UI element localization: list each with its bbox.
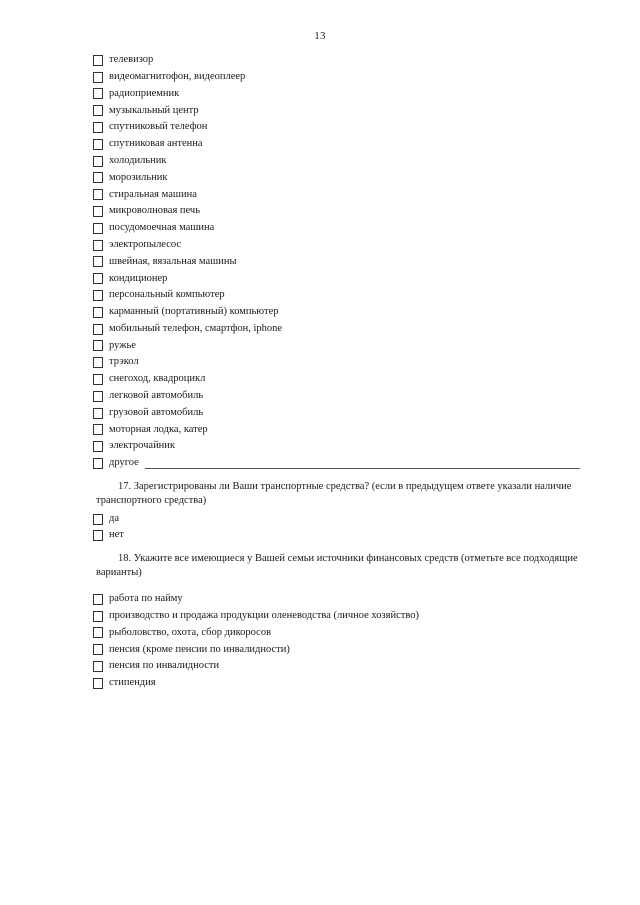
checkbox[interactable] — [93, 172, 103, 183]
checkbox-label: персональный компьютер — [109, 289, 225, 301]
checkbox-label: снегоход, квадроцикл — [109, 373, 206, 385]
checkbox[interactable] — [93, 678, 103, 689]
checkbox[interactable] — [93, 441, 103, 452]
checklist-item — [93, 321, 580, 338]
checkbox[interactable] — [93, 307, 103, 318]
checkbox[interactable] — [93, 340, 103, 351]
checkbox-label: микроволновая печь — [109, 205, 200, 217]
checkbox[interactable] — [93, 324, 103, 335]
question-18-text: 18. Укажите все имеющиеся у Вашей семьи источники финансовых средств (отметьте все подходящие варианты) — [96, 553, 578, 578]
checkbox-label: да — [109, 512, 120, 524]
checkbox-label: холодильник — [109, 154, 167, 166]
checklist-item — [93, 153, 580, 170]
checklist-item — [93, 69, 580, 86]
checkbox-label: производство и продажа продукции оленеводства (личное хозяйство) — [109, 609, 419, 621]
checkbox-label: мобильный телефон, смартфон, iphone — [109, 322, 283, 334]
checkbox-label: работа по найму — [109, 593, 183, 605]
checklist-item — [93, 354, 580, 371]
checkbox[interactable] — [93, 240, 103, 251]
checklist-item — [93, 641, 419, 658]
checkbox[interactable] — [93, 594, 103, 605]
checkbox-label: музыкальный центр — [109, 104, 199, 116]
checklist-item — [93, 388, 580, 405]
option-no — [93, 527, 124, 543]
checkbox-label: спутниковый телефон — [109, 121, 208, 133]
checkbox-label: легковой автомобиль — [109, 390, 204, 402]
checkbox-label: моторная лодка, катер — [109, 423, 208, 435]
checklist-item — [93, 102, 580, 119]
checkbox-label: рыболовство, охота, сбор дикоросов — [109, 626, 272, 638]
checklist-item — [93, 608, 419, 625]
checkbox[interactable] — [93, 139, 103, 150]
checkbox[interactable] — [93, 408, 103, 419]
checkbox-label: пенсия (кроме пенсии по инвалидности) — [109, 643, 290, 655]
checklist-item — [93, 203, 580, 220]
checklist-item — [93, 287, 580, 304]
checklist-item — [93, 186, 580, 203]
checkbox[interactable] — [93, 55, 103, 66]
checkbox-label: спутниковая антенна — [109, 138, 203, 150]
checkbox-label: нет — [109, 528, 124, 540]
checkbox-label: морозильник — [109, 171, 168, 183]
checkbox[interactable] — [93, 391, 103, 402]
checkbox[interactable] — [93, 72, 103, 83]
q17-options — [93, 511, 124, 543]
checkbox[interactable] — [93, 223, 103, 234]
checkbox-label: видеомагнитофон, видеоплеер — [109, 70, 246, 82]
checklist-item — [93, 170, 580, 187]
q18-options — [93, 591, 419, 692]
checkbox-label: стиральная машина — [109, 188, 197, 200]
checkbox-label: пенсия по инвалидности — [109, 660, 220, 672]
checkbox-label: карманный (портативный) компьютер — [109, 306, 279, 318]
checkbox[interactable] — [93, 206, 103, 217]
checkbox-label: телевизор — [109, 54, 154, 66]
checklist-item — [93, 438, 580, 455]
checkbox-label: посудомоечная машина — [109, 222, 215, 234]
checkbox[interactable] — [93, 627, 103, 638]
checkbox[interactable] — [93, 256, 103, 267]
other-input-line[interactable] — [145, 459, 580, 469]
checkbox-label: радиоприемник — [109, 87, 180, 99]
checkbox-label: электрочайник — [109, 440, 176, 452]
checkbox[interactable] — [93, 105, 103, 116]
checklist-item — [93, 270, 580, 287]
checklist-item — [93, 254, 580, 271]
checkbox[interactable] — [93, 156, 103, 167]
checkbox[interactable] — [93, 661, 103, 672]
checklist-item — [93, 625, 419, 642]
checklist-item — [93, 675, 419, 692]
checkbox[interactable] — [93, 611, 103, 622]
question-17-text: 17. Зарегистрированы ли Ваши транспортные средства? (если в предыдущем ответе указали наличие транспортного средства) — [96, 481, 572, 506]
checkbox[interactable] — [93, 290, 103, 301]
checkbox[interactable] — [93, 530, 103, 541]
checkbox[interactable] — [93, 273, 103, 284]
checkbox-label: кондиционер — [109, 272, 168, 284]
checkbox[interactable] — [93, 357, 103, 368]
checklist-item — [93, 86, 580, 103]
checklist-item — [93, 52, 580, 69]
checkbox-label: швейная, вязальная машины — [109, 255, 237, 267]
checklist-item — [93, 371, 580, 388]
checklist-item — [93, 338, 580, 355]
checkbox[interactable] — [93, 514, 103, 525]
checklist-item — [93, 658, 419, 675]
q16-checklist — [93, 52, 580, 472]
checkbox[interactable] — [93, 189, 103, 200]
checkbox-label: трэкол — [109, 356, 139, 368]
checkbox-label: электропылесос — [109, 238, 182, 250]
checklist-item — [93, 304, 580, 321]
checkbox-label: грузовой автомобиль — [109, 406, 204, 418]
checkbox-label: другое — [109, 457, 139, 469]
checkbox-label: стипендия — [109, 677, 156, 689]
page-number: 13 — [314, 30, 326, 42]
checkbox[interactable] — [93, 644, 103, 655]
checklist-item — [93, 136, 580, 153]
checklist-item — [93, 237, 580, 254]
checklist-item — [93, 220, 580, 237]
checklist-item-other — [93, 455, 580, 472]
checkbox[interactable] — [93, 374, 103, 385]
checkbox-label: ружье — [109, 339, 136, 351]
checkbox[interactable] — [93, 88, 103, 99]
option-yes — [93, 511, 124, 527]
checklist-item — [93, 119, 580, 136]
checkbox[interactable] — [93, 122, 103, 133]
checkbox[interactable] — [93, 458, 103, 469]
checklist-item — [93, 591, 419, 608]
checklist-item — [93, 422, 580, 439]
checkbox[interactable] — [93, 424, 103, 435]
checklist-item — [93, 405, 580, 422]
